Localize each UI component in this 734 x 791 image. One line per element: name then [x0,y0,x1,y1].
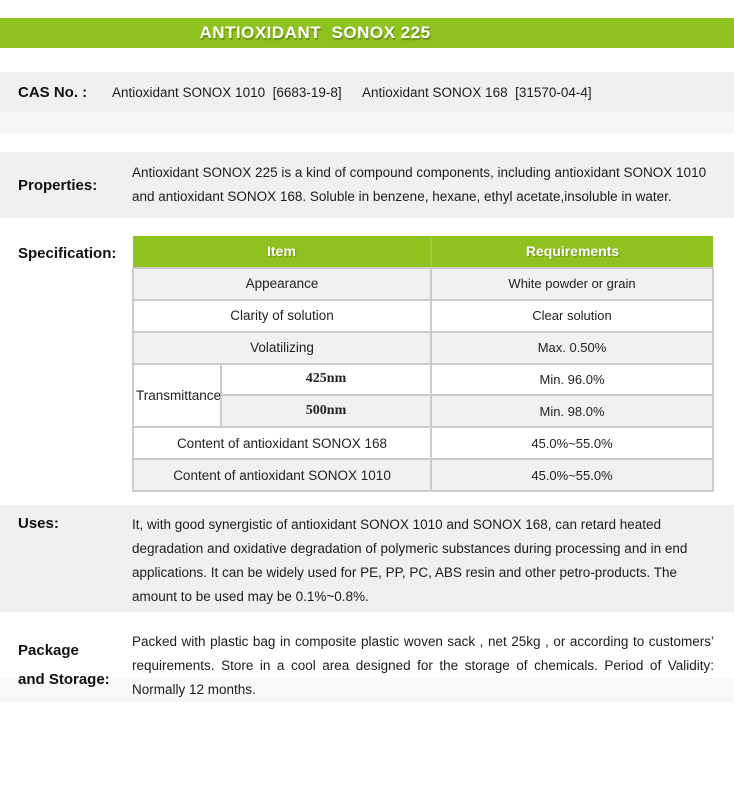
package-storage-section [0,622,734,702]
spec-subitem-cell: 500nm [221,395,431,427]
spec-requirement-cell: Max. 0.50% [431,332,713,364]
spec-row-content-168 [133,427,713,459]
gap [0,612,734,622]
gap [0,133,734,152]
cas-values [112,85,592,100]
specification-label: Specification: [18,245,117,262]
spec-requirement-cell: Min. 96.0% [431,364,713,396]
cas-value-sonox-168: Antioxidant SONOX 168 [31570-04-4] [362,84,592,100]
uses-text: It, with good synergistic of antioxidant SONOX 1010 and SONOX 168, can retard heated degradation and oxidative degradation of polymeric substances during processing and in end applications. It can be widely used for PE, PP, PC, ABS resin and other petro-products. The amount to be used may be 0.1%~0.8%. [132,517,688,604]
spec-row-content-1010 [133,459,713,491]
package-storage-text: Packed with plastic bag in composite plastic woven sack , net 25kg , or according to customers’ requirements. Store in a cool area designed for the storage of chemicals. Period of Validity: Normally 12 months. [132,634,714,697]
spec-requirement-cell: Clear solution [431,300,713,332]
column-header-item: Item [133,236,431,268]
spec-requirement-cell: White powder or grain [431,268,713,300]
spec-item-cell: Content of antioxidant SONOX 1010 [133,459,431,491]
cas-section [0,72,734,112]
spec-subitem-cell: 425nm [221,364,431,396]
uses-section [0,505,734,612]
spec-requirement-cell: Min. 98.0% [431,395,713,427]
uses-label: Uses: [18,515,59,532]
spec-group-cell-transmittance: Transmittance [133,364,221,428]
spec-item-cell: Volatilizing [133,332,431,364]
spec-row-clarity [133,300,713,332]
spec-row-volatilizing [133,332,713,364]
specification-section [0,236,734,492]
top-margin [0,0,734,18]
package-storage-label [0,622,132,702]
column-header-requirements: Requirements [431,236,713,268]
cas-subband [0,112,734,133]
spec-item-cell: Clarity of solution [133,300,431,332]
spec-item-cell: Appearance [133,268,431,300]
properties-text: Antioxidant SONOX 225 is a kind of compound components, including antioxidant SONOX 1010 and antioxidant SONOX 168. Soluble in benzene, hexane, ethyl acetate,insoluble in water. [132,165,707,204]
gap [0,48,734,72]
title-bar [0,18,734,48]
properties-label: Properties: [18,176,98,194]
gap [0,492,734,505]
spec-item-cell: Content of antioxidant SONOX 168 [133,427,431,459]
page-title: ANTIOXIDANT SONOX 225 [199,23,431,42]
spec-requirement-cell: 45.0%~55.0% [431,459,713,491]
spec-row-transmittance-425 [133,364,713,396]
specification-table [132,236,714,492]
package-label-line1: Package [18,642,79,659]
cas-value-sonox-1010: Antioxidant SONOX 1010 [6683-19-8] [112,84,342,100]
spec-row-appearance [133,268,713,300]
properties-section [0,152,734,218]
cas-label: CAS No. : [18,83,88,101]
spec-header-row [133,236,713,268]
package-label-line2: and Storage: [18,671,110,688]
spec-requirement-cell: 45.0%~55.0% [431,427,713,459]
gap [0,218,734,236]
